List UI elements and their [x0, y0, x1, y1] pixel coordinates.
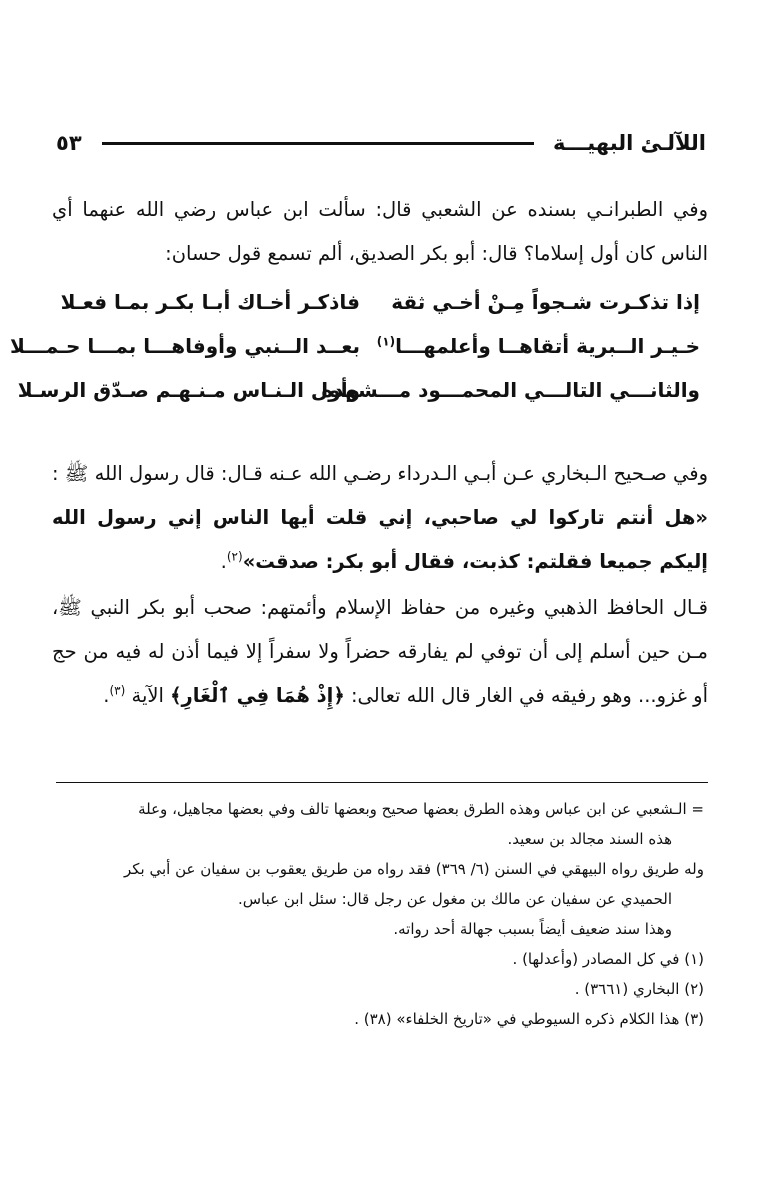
paragraph-end: . — [220, 550, 227, 573]
footnote-marker[interactable]: (٣) — [109, 683, 126, 698]
hadith-quote: «هل أنتم تاركوا لي صاحبي، إني قلت أيها الناس إني رسول الله إليكم جميعا فقلتم: كذبت، فقال أبو بكر: صدقت» — [52, 506, 708, 573]
running-title: اللآلـئ البهيـــة — [552, 131, 706, 155]
quran-verse: ﴿إِذْ هُمَا فِي ٱلْغَارِ﴾ — [170, 684, 345, 707]
footnote-2: (٢) البخاري (٣٦٦١) . — [574, 980, 704, 998]
verse-second-hemistich: بعــد الــنبي وأوفاهـــا بمـــا حـمـــلا — [10, 334, 360, 358]
poem-verse-1 — [60, 280, 700, 324]
verse-first-hemistich — [376, 324, 700, 368]
footnote-bayhaqi-line: وهذا سند ضعيف أيضاً بسبب جهالة أحد رواته. — [393, 920, 672, 938]
paragraph-end: . — [103, 684, 110, 707]
paragraph-after: الآية — [125, 684, 171, 707]
header-rule — [102, 142, 534, 145]
footnote-bayhaqi-line: وله طريق رواه البيهقي في السنن (٦/ ٣٦٩) فقد رواه من طريق يعقوب بن سفيان عن أبي بكر — [123, 860, 704, 878]
verse-first-hemistich: والثانـــي التالـــي المحمـــود مـــشهده — [321, 378, 700, 402]
paragraph-dhahabi — [52, 586, 708, 718]
poem-verse-2 — [10, 324, 700, 368]
paragraph-text: قـال الحافظ الذهبي وغيره من حفاظ الإسلام وأئمتهم: صحب أبو بكر النبي ﷺ، مـن حين أسلم إلى أن توفي لم يفارقه حضراً ولا سفراً إلا فيما أذن له فيه من حج أو غزو... وهو رفيقه في الغار قال الله تعالى: — [52, 596, 708, 707]
paragraph-intro: وفي صـحيح الـبخاري عـن أبـي الـدرداء رضـي الله عـنه قـال: قال رسول الله ﷺ : — [52, 462, 708, 485]
paragraph-bukhari — [52, 452, 708, 584]
poem-verse-3 — [17, 368, 700, 412]
page-number: ٥٣ — [56, 131, 82, 155]
footnote-bayhaqi-line: الحميدي عن سفيان عن مالك بن مغول عن رجل قال: سئل ابن عباس. — [237, 890, 672, 908]
paragraph-text: وفي الطبرانـي بسنده عن الشعبي قال: سألت ابن عباس رضي الله عنهما أي الناس كان أول إسلاما؟ قال: أبو بكر الصديق، ألم تسمع قول حسان: — [52, 198, 708, 265]
footnote-1: (١) في كل المصادر (وأعدلها) . — [512, 950, 704, 968]
footnote-marker[interactable]: (٢) — [226, 549, 243, 564]
footnote-3: (٣) هذا الكلام ذكره السيوطي في «تاريخ الخلفاء» (٣٨) . — [354, 1010, 704, 1028]
verse-first-hemistich: إذا تذكـرت شـجواً مِـنْ أخـي ثقة — [391, 290, 700, 314]
footnotes-section — [56, 794, 704, 1034]
footnote-marker[interactable]: (١) — [376, 334, 396, 349]
verse-first-text: خـيـر الــبرية أتقاهــا وأعلمهـــا — [395, 334, 700, 358]
verse-second-hemistich: وأول الـنـاس مـنـهـم صـدّق الرسـلا — [17, 378, 360, 402]
footnote-continuation-line: هذه السند مجالد بن سعيد. — [507, 830, 672, 848]
footnote-separator — [56, 782, 708, 783]
running-header — [56, 126, 706, 160]
poem-hassan — [10, 280, 700, 412]
paragraph-tabarani — [52, 188, 708, 276]
verse-second-hemistich: فاذكـر أخـاك أبـا بكـر بمـا فعـلا — [60, 290, 360, 314]
footnote-continuation-line: = الـشعبي عن ابن عباس وهذه الطرق بعضها صحيح وبعضها تالف وفي بعضها مجاهيل، وعلة — [138, 800, 704, 818]
